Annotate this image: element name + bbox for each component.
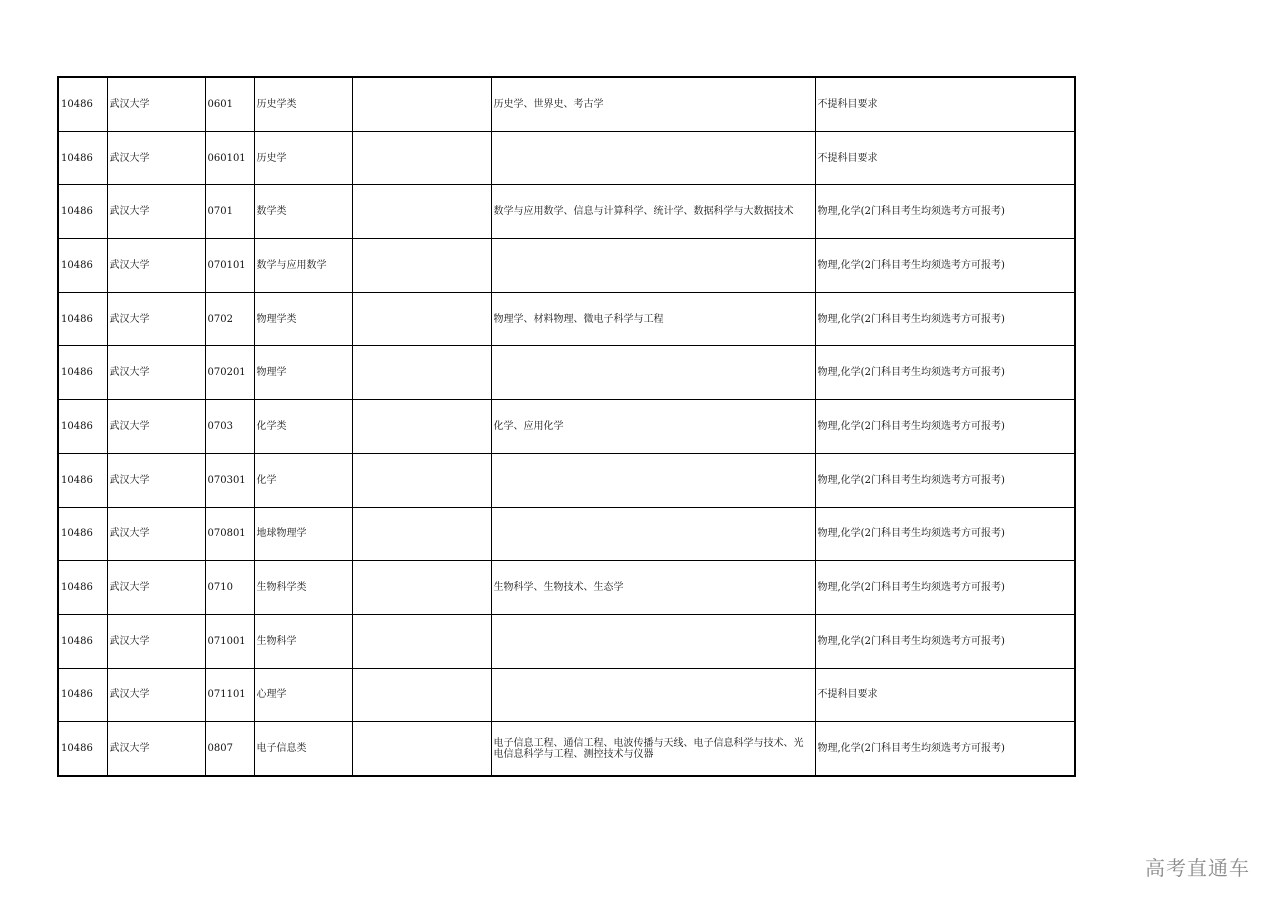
table-row [58,131,1075,185]
included-majors-cell [491,614,815,668]
school-name-cell: 武汉大学 [107,453,205,507]
school-name-cell: 武汉大学 [107,561,205,615]
subject-requirement-cell: 物理,化学(2门科目考生均须选考方可报考) [815,614,1075,668]
school-name-cell: 武汉大学 [107,239,205,293]
school-code-cell: 10486 [58,561,107,615]
subject-requirement-cell: 物理,化学(2门科目考生均须选考方可报考) [815,722,1075,776]
empty-cell [352,77,491,131]
table-row [58,614,1075,668]
school-name-cell: 武汉大学 [107,507,205,561]
major-code-cell: 070201 [205,346,254,400]
major-code-cell: 070801 [205,507,254,561]
table-row [58,185,1075,239]
included-majors-cell: 电子信息工程、通信工程、电波传播与天线、电子信息科学与技术、光电信息科学与工程、测控技术与仪器 [491,722,815,776]
table-row [58,507,1075,561]
table-row [58,561,1075,615]
major-name-cell: 心理学 [254,668,352,722]
school-code-cell: 10486 [58,239,107,293]
empty-cell [352,561,491,615]
major-name-cell: 物理学 [254,346,352,400]
major-code-cell: 0701 [205,185,254,239]
school-code-cell: 10486 [58,77,107,131]
school-name-cell: 武汉大学 [107,346,205,400]
major-name-cell: 历史学 [254,131,352,185]
empty-cell [352,131,491,185]
major-name-cell: 物理学类 [254,292,352,346]
school-name-cell: 武汉大学 [107,185,205,239]
empty-cell [352,185,491,239]
watermark-text: 高考直通车 [1145,856,1250,880]
included-majors-cell: 数学与应用数学、信息与计算科学、统计学、数据科学与大数据技术 [491,185,815,239]
subject-requirement-cell: 物理,化学(2门科目考生均须选考方可报考) [815,561,1075,615]
empty-cell [352,292,491,346]
major-code-cell: 0702 [205,292,254,346]
school-name-cell: 武汉大学 [107,614,205,668]
majors-table [57,76,1076,777]
major-code-cell: 0703 [205,400,254,454]
school-name-cell: 武汉大学 [107,722,205,776]
major-name-cell: 历史学类 [254,77,352,131]
included-majors-cell [491,453,815,507]
school-code-cell: 10486 [58,722,107,776]
school-code-cell: 10486 [58,400,107,454]
included-majors-cell [491,507,815,561]
major-code-cell: 0807 [205,722,254,776]
subject-requirement-cell: 物理,化学(2门科目考生均须选考方可报考) [815,346,1075,400]
major-name-cell: 化学 [254,453,352,507]
school-name-cell: 武汉大学 [107,77,205,131]
empty-cell [352,722,491,776]
table-row [58,292,1075,346]
table-body [58,77,1075,776]
major-name-cell: 数学类 [254,185,352,239]
subject-requirement-cell: 物理,化学(2门科目考生均须选考方可报考) [815,400,1075,454]
school-code-cell: 10486 [58,507,107,561]
school-code-cell: 10486 [58,453,107,507]
school-name-cell: 武汉大学 [107,400,205,454]
school-code-cell: 10486 [58,292,107,346]
subject-requirement-cell: 物理,化学(2门科目考生均须选考方可报考) [815,453,1075,507]
school-name-cell: 武汉大学 [107,131,205,185]
major-code-cell: 070301 [205,453,254,507]
table-row [58,346,1075,400]
major-code-cell: 0601 [205,77,254,131]
major-name-cell: 生物科学类 [254,561,352,615]
subject-requirement-cell: 物理,化学(2门科目考生均须选考方可报考) [815,239,1075,293]
major-code-cell: 0710 [205,561,254,615]
empty-cell [352,346,491,400]
major-name-cell: 化学类 [254,400,352,454]
included-majors-cell: 物理学、材料物理、微电子科学与工程 [491,292,815,346]
included-majors-cell: 历史学、世界史、考古学 [491,77,815,131]
school-code-cell: 10486 [58,614,107,668]
subject-requirement-cell: 不提科目要求 [815,668,1075,722]
school-name-cell: 武汉大学 [107,668,205,722]
major-name-cell: 电子信息类 [254,722,352,776]
school-code-cell: 10486 [58,131,107,185]
major-name-cell: 数学与应用数学 [254,239,352,293]
included-majors-cell: 化学、应用化学 [491,400,815,454]
included-majors-cell [491,668,815,722]
table-row [58,239,1075,293]
major-code-cell: 070101 [205,239,254,293]
included-majors-cell [491,239,815,293]
school-name-cell: 武汉大学 [107,292,205,346]
major-code-cell: 060101 [205,131,254,185]
major-name-cell: 生物科学 [254,614,352,668]
empty-cell [352,400,491,454]
empty-cell [352,239,491,293]
subject-requirement-cell: 物理,化学(2门科目考生均须选考方可报考) [815,185,1075,239]
empty-cell [352,614,491,668]
school-code-cell: 10486 [58,185,107,239]
included-majors-cell [491,131,815,185]
school-code-cell: 10486 [58,668,107,722]
table-row [58,453,1075,507]
major-code-cell: 071101 [205,668,254,722]
empty-cell [352,507,491,561]
subject-requirement-cell: 物理,化学(2门科目考生均须选考方可报考) [815,292,1075,346]
subject-requirement-cell: 不提科目要求 [815,131,1075,185]
table-row [58,400,1075,454]
included-majors-cell: 生物科学、生物技术、生态学 [491,561,815,615]
table-row [58,722,1075,776]
included-majors-cell [491,346,815,400]
major-name-cell: 地球物理学 [254,507,352,561]
subject-requirement-cell: 不提科目要求 [815,77,1075,131]
school-code-cell: 10486 [58,346,107,400]
table-row [58,668,1075,722]
subject-requirement-cell: 物理,化学(2门科目考生均须选考方可报考) [815,507,1075,561]
major-code-cell: 071001 [205,614,254,668]
empty-cell [352,453,491,507]
empty-cell [352,668,491,722]
table-row [58,77,1075,131]
